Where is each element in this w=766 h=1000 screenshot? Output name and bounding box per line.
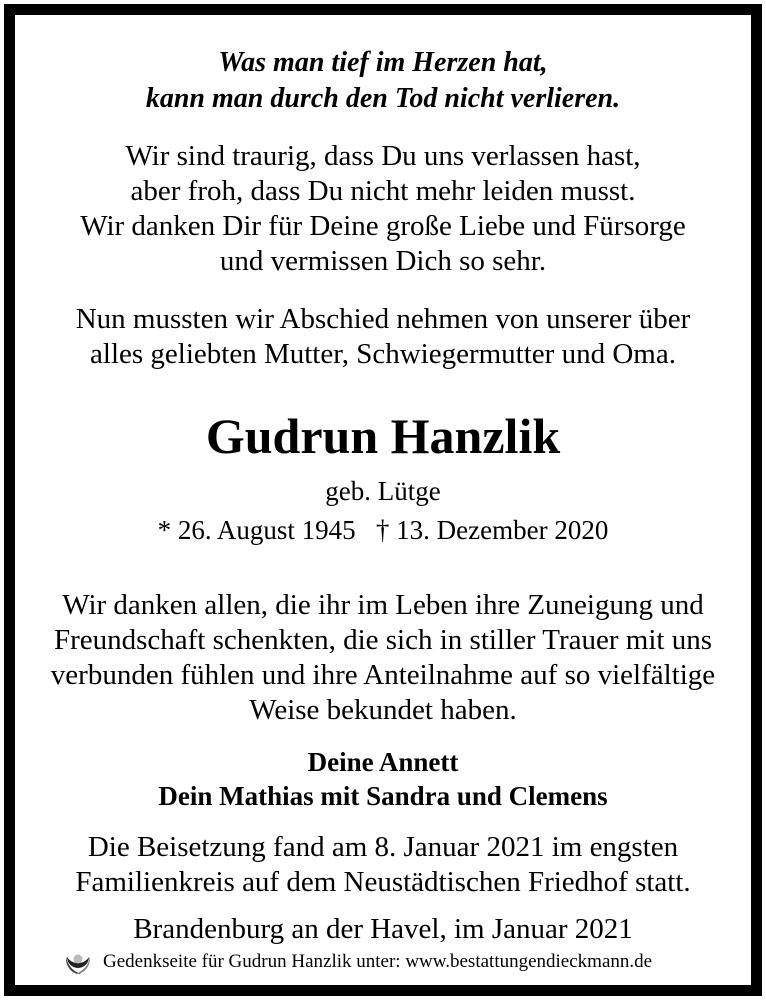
motto-line-1: Was man tief im Herzen hat, bbox=[218, 47, 548, 78]
memorial-page-text: Gedenkseite für Gudrun Hanzlik unter: www.bestattungendieckmann.de bbox=[103, 951, 653, 972]
thanks-line-2: Freundschaft schenkten, die sich in stiller Trauer mit uns bbox=[53, 624, 713, 656]
deceased-name: Gudrun Hanzlik bbox=[205, 408, 561, 464]
crescent-dot-icon bbox=[63, 947, 93, 977]
thanks-line-4: Weise bekundet haben. bbox=[249, 694, 517, 726]
intro-line-1: Wir sind traurig, dass Du uns verlassen hast, bbox=[125, 140, 641, 172]
inner-border bbox=[12, 12, 754, 988]
obituary-content bbox=[15, 15, 751, 985]
thanks-line-3: verbunden fühlen und ihre Anteilnahme auf so vielfältige bbox=[50, 659, 716, 691]
motto-line-2: kann man durch den Tod nicht verlieren. bbox=[145, 83, 621, 114]
signature-line-2: Dein Mathias mit Sandra und Clemens bbox=[158, 781, 608, 811]
place-date: Brandenburg an der Havel, im Januar 2021 bbox=[133, 913, 633, 945]
thanks-line-1: Wir danken allen, die ihr im Leben ihre Zuneigung und bbox=[62, 589, 704, 621]
funeral-line-1: Die Beisetzung fand am 8. Januar 2021 im engsten bbox=[87, 831, 679, 863]
funeral-line-2: Familienkreis auf dem Neustädtischen Friedhof statt. bbox=[75, 866, 691, 898]
maiden-name: geb. Lütge bbox=[325, 476, 441, 506]
outer-border bbox=[4, 4, 762, 996]
signature-line-1: Deine Annett bbox=[307, 747, 459, 777]
farewell-line-2: alles geliebten Mutter, Schwiegermutter und Oma. bbox=[90, 338, 676, 370]
intro-line-3: Wir danken Dir für Deine große Liebe und Fürsorge bbox=[80, 210, 686, 242]
farewell-line-1: Nun mussten wir Abschied nehmen von unserer über bbox=[75, 303, 691, 335]
life-dates: * 26. August 1945 † 13. Dezember 2020 bbox=[157, 515, 609, 545]
intro-line-4: und vermissen Dich so sehr. bbox=[219, 245, 547, 277]
memorial-footer bbox=[63, 947, 652, 977]
intro-line-2: aber froh, dass Du nicht mehr leiden musst. bbox=[130, 175, 636, 207]
